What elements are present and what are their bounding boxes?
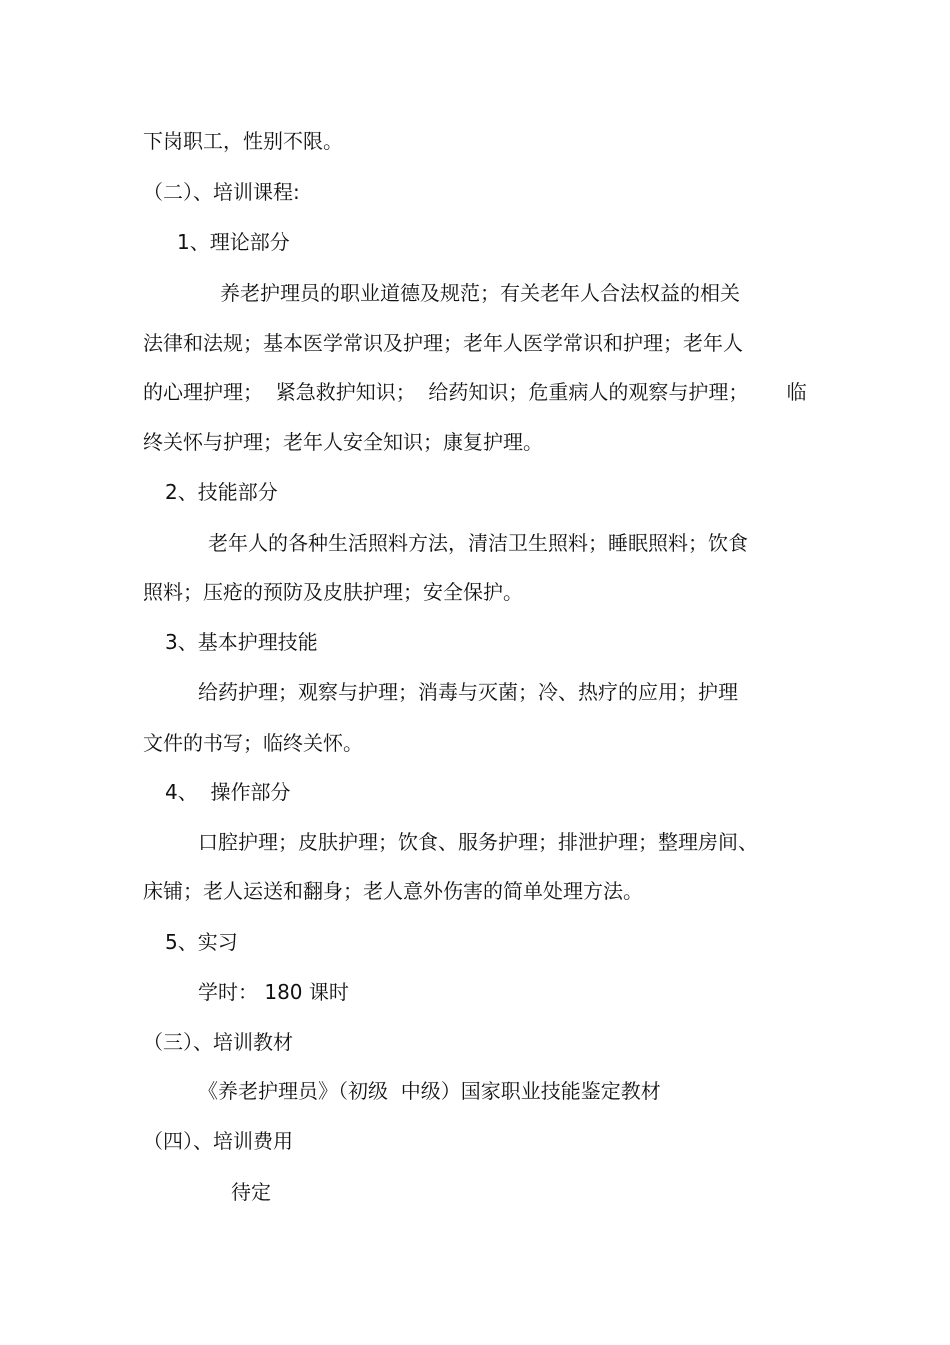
paragraph-line: 法律和法规；基本医学常识及护理；老年人医学常识和护理；老年人: [143, 331, 743, 355]
subsection-heading: 5、实习: [165, 930, 238, 954]
paragraph-line: 待定: [231, 1180, 271, 1204]
paragraph-line: 给药护理；观察与护理；消毒与灭菌；冷、热疗的应用；护理: [198, 680, 738, 704]
subsection-heading: 3、基本护理技能: [165, 630, 318, 654]
subsection-heading: 4、 操作部分: [165, 780, 291, 804]
paragraph-line: 的心理护理； 紧急救护知识； 给药知识；危重病人的观察与护理； 临: [143, 380, 807, 404]
paragraph-line: 口腔护理；皮肤护理；饮食、服务护理；排泄护理；整理房间、: [198, 830, 758, 854]
section-heading: （三）、培训教材: [143, 1030, 293, 1054]
paragraph-line: 老年人的各种生活照料方法，清洁卫生照料；睡眠照料；饮食: [208, 531, 748, 555]
paragraph-line: 学时： 180 课时: [198, 980, 349, 1004]
paragraph-line: 养老护理员的职业道德及规范；有关老年人合法权益的相关: [220, 281, 740, 305]
text-line: 下岗职工，性别不限。: [143, 129, 343, 153]
subsection-heading: 2、技能部分: [165, 480, 278, 504]
paragraph-line: 照料；压疮的预防及皮肤护理；安全保护。: [143, 580, 523, 604]
paragraph-line: 文件的书写；临终关怀。: [143, 731, 363, 755]
paragraph-line: 终关怀与护理；老年人安全知识；康复护理。: [143, 430, 543, 454]
section-heading: （四）、培训费用: [143, 1129, 293, 1153]
paragraph-line: 床铺；老人运送和翻身；老人意外伤害的简单处理方法。: [143, 879, 643, 903]
section-heading: （二）、培训课程:: [143, 180, 300, 204]
paragraph-line: 《养老护理员》（初级 中级）国家职业技能鉴定教材: [198, 1079, 661, 1103]
subsection-heading: 1、理论部分: [177, 230, 290, 254]
